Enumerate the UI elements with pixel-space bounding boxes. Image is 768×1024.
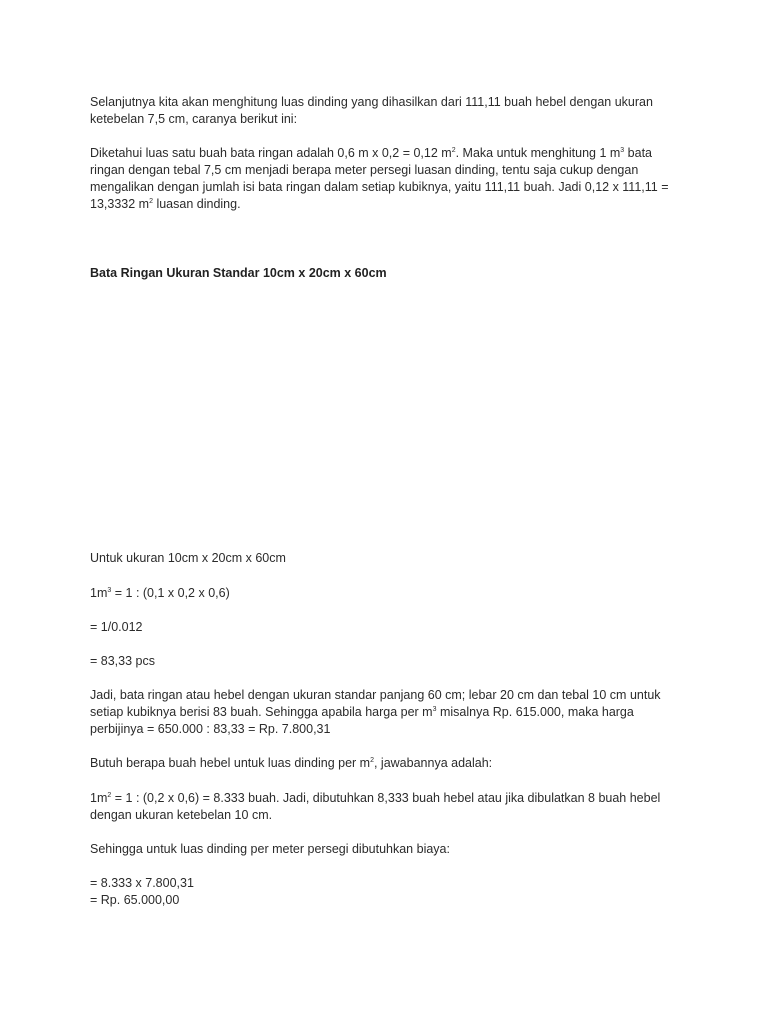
question-text-part-a: Butuh berapa buah hebel untuk luas dinding per m [90, 756, 371, 770]
superscript-square: 2 [451, 146, 456, 154]
calc-line-1 [90, 585, 690, 602]
calc-line-1-a: 1m [90, 586, 108, 600]
answer-paragraph [90, 790, 690, 824]
superscript-square: 2 [370, 756, 374, 764]
calc-line-3: = 83,33 pcs [90, 654, 155, 668]
intro-text: Selanjutnya kita akan menghitung luas dinding yang dihasilkan dari 111,11 buah hebel dengan ukuran ketebelan 7,5 cm, caranya berikut ini: [90, 95, 653, 126]
question-text-part-b: , jawabannya adalah: [373, 756, 493, 770]
section-heading: Bata Ringan Ukuran Standar 10cm x 20cm x 60cm [90, 266, 387, 280]
area-text-part-c: bata ringan dengan tebal 7,5 cm menjadi berapa meter persegi luasan dinding, tentu saja cukup dengan mengalikan dengan jumlah isi bata ringan dalam setiap kubiknya, yaitu 111,11 buah. Jadi 0,12 x 111,11 = 13,3332 m [90, 146, 669, 211]
superscript-square: 2 [107, 791, 112, 799]
superscript-cube: 3 [107, 586, 112, 594]
price-paragraph [90, 687, 690, 738]
answer-text-part-a: 1m [90, 791, 108, 805]
superscript-square: 2 [149, 197, 153, 205]
area-text-part-d: luasan dinding. [152, 197, 241, 211]
question-paragraph [90, 755, 690, 772]
area-text-part-b: . Maka untuk menghitung 1 m [455, 146, 621, 160]
superscript-cube: 3 [432, 705, 437, 713]
result-line-2: = Rp. 65.000,00 [90, 893, 180, 907]
price-text-part-a: Jadi, bata ringan atau hebel dengan ukuran standar panjang 60 cm; lebar 20 cm dan tebal 10 cm untuk setiap kubiknya berisi 83 buah. Sehingga apabila harga per m [90, 688, 661, 719]
calc-line-2: = 1/0.012 [90, 620, 143, 634]
answer-text-part-b: = 1 : (0,2 x 0,6) = 8.333 buah. Jadi, dibutuhkan 8,333 buah hebel atau jika dibulatkan 8 buah hebel dengan ukuran ketebelan 10 cm. [90, 791, 661, 822]
cost-paragraph: Sehingga untuk luas dinding per meter persegi dibutuhkan biaya: [90, 842, 450, 856]
price-text-part-b: misalnya Rp. 615.000, maka harga perbijinya = 650.000 : 83,33 = Rp. 7.800,31 [90, 705, 634, 736]
calc-title: Untuk ukuran 10cm x 20cm x 60cm [90, 551, 286, 565]
area-calculation-paragraph [90, 145, 690, 213]
result-line-1: = 8.333 x 7.800,31 [90, 876, 194, 890]
intro-paragraph [90, 94, 690, 128]
area-text-part-a: Diketahui luas satu buah bata ringan adalah 0,6 m x 0,2 = 0,12 m [90, 146, 452, 160]
superscript-cube: 3 [620, 146, 625, 154]
calc-line-1-b: = 1 : (0,1 x 0,2 x 0,6) [111, 586, 230, 600]
